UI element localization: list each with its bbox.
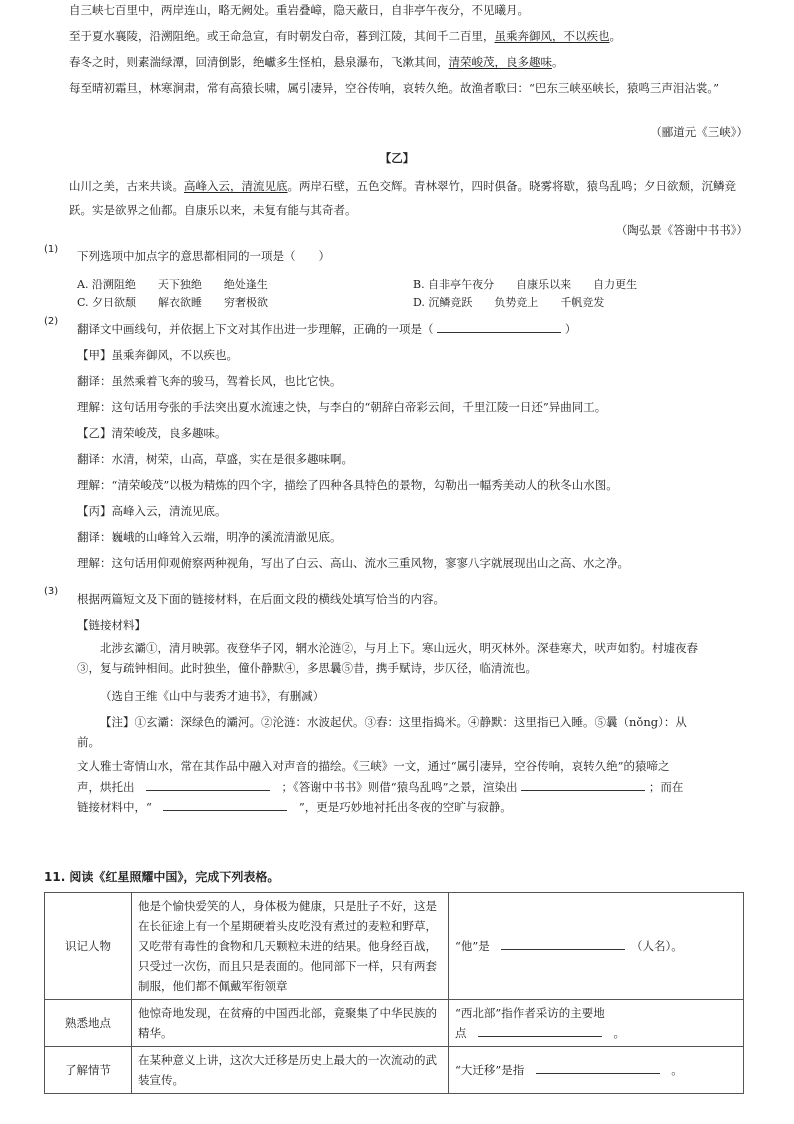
q2-line-3: 理解：这句话用夸张的手法突出夏水流速之快，与李白的“朝辞白帝彩云间，千里江陵一日还”异曲同工。 (77, 400, 607, 414)
q2-line-9: 理解：这句话用仰观俯察两种视角，写出了白云、高山、流水三重风物，寥寥八字就展现出山之高、水之净。 (77, 556, 629, 570)
plot-blank[interactable] (536, 1061, 660, 1074)
link-material-title: 【链接材料】 (77, 618, 146, 632)
row-question-plot: “大迁移”是指 。 (449, 1047, 744, 1094)
note-marker-3: ③ (77, 661, 89, 675)
table-row (45, 1047, 744, 1094)
row-question-person: “他”是 （人名）。 (449, 893, 744, 1000)
underlined-sentence-jia-2: 清荣峻茂，良多趣味 (448, 55, 552, 69)
q2-line-7: 【丙】高峰入云，清流见底。 (77, 504, 227, 518)
yi-paragraph: 山川之美，古来共谈。高峰入云，清流见底。两岸石壁，五色交辉。青林翠竹，四时俱备。晓雾将歇，猿鸟乱鸣；夕日欲颓，沉鳞竞跃。实是欲界之仙都。自康乐以来，未复有能与其奇者。 (69, 179, 736, 217)
q3-blank-1[interactable] (146, 778, 270, 791)
q1-option-b[interactable]: B. 自非亭午夜分 自康乐以来 自力更生 (413, 278, 638, 291)
underlined-sentence-yi: 高峰入云，清流见底 (184, 179, 288, 193)
q1-option-c[interactable]: C. 夕日欲颓 解衣欲睡 穷奢极欲 (77, 296, 269, 309)
q2-answer-blank[interactable] (437, 320, 561, 333)
q11-title: 11. 阅读《红星照耀中国》，完成下列表格。 (44, 870, 280, 884)
q3-stem: 根据两篇短文及下面的链接材料，在后面文段的横线处填写恰当的内容。 (77, 592, 445, 606)
q11-table (44, 892, 744, 1094)
row-head-place: 熟悉地点 (45, 1000, 132, 1047)
link-material-notes-cont: 前。 (77, 735, 100, 749)
note-marker-5: ⑤ (341, 661, 353, 675)
q3-number: (3) (44, 586, 59, 597)
row-text-person: 他是个愉快爱笑的人，身体极为健康，只是肚子不好，这是在长征途上有一个星期硬着头皮吃没有煮过的麦粒和野草，又吃带有毒性的食物和几天颗粒未进的结果。他身经百战，只受过一次伤，而且只是表面的。他同部下一样，只有两套制服，他们都不佩戴军衔领章 (132, 893, 449, 1000)
person-name-blank[interactable] (501, 937, 625, 950)
row-question-place: “西北部”指作者采访的主要地 点 。 (449, 1000, 744, 1047)
q2-line-2: 翻译：虽然乘着飞奔的骏马，驾着长风，也比它快。 (77, 374, 342, 388)
q2-line-1: 【甲】虽乘奔御风，不以疾也。 (77, 348, 238, 362)
q2-line-6: 理解：“清荣峻茂”以极为精炼的四个字，描绘了四种各具特色的景物，勾勒出一幅秀美动人的秋冬山水图。 (77, 478, 618, 492)
q1-option-d[interactable]: D. 沉鳞竞跃 负势竞上 千帆竞发 (413, 296, 605, 309)
jia-paragraph-2: 至于夏水襄陵，沿溯阻绝。或王命急宣，有时朝发白帝，暮到江陵，其间千二百里，虽乘奔御风，不以疾也。 (69, 29, 621, 43)
jia-paragraph-1: 自三峡七百里中，两岸连山，略无阙处。重岩叠嶂，隐天蔽日，自非亭午夜分，不见曦月。 (69, 3, 529, 17)
yi-heading: 【乙】 (379, 151, 415, 165)
link-material-line-2: ③，复与疏钟相间。此时独坐，僮仆静默④，多思曩⑤昔，携手赋诗，步仄径，临清流也。 (77, 661, 537, 675)
q3-fill-line-2: 声，烘托出 ；《答谢中书书》则借“猿鸟乱鸣”之景，渲染出 ；而在 (77, 780, 684, 794)
place-blank[interactable] (478, 1024, 602, 1037)
link-material-notes: 【注】①玄灞：深绿色的灞河。②沦涟：水波起伏。③舂：这里指捣米。④静默：这里指已入睡。⑤曩（nǒng）：从 (100, 715, 687, 729)
row-text-plot: 在某种意义上讲，这次大迁移是历史上最大的一次流动的武装宣传。 (132, 1047, 449, 1094)
link-material-source: （选自王维《山中与裴秀才迪书》，有删减） (100, 689, 325, 703)
q3-blank-3[interactable] (163, 798, 287, 811)
q1-stem: 下列选项中加点字的意思都相同的一项是（ ） (77, 249, 330, 263)
note-marker-4: ④ (284, 661, 296, 675)
q2-number: (2) (44, 316, 59, 327)
yi-source: （陶弘景《答谢中书书》） (615, 223, 748, 237)
table-row (45, 893, 744, 1000)
row-text-place: 他惊奇地发现，在贫瘠的中国西北部，竟聚集了中华民族的精华。 (132, 1000, 449, 1047)
jia-paragraph-4: 每至晴初霜旦，林寒涧肃，常有高猿长啸，属引凄异，空谷传响，哀转久绝。故渔者歌曰：“巴东三峡巫峡长，猿鸣三声泪沾裳。” (69, 81, 720, 95)
link-material-line-1: 北涉玄灞①，清月映郭。夜登华子冈，辋水沦涟②，与月上下。寒山远火，明灭林外。深巷寒犬，吠声如豹。村墟夜舂 (100, 641, 698, 655)
jia-paragraph-3: 春冬之时，则素湍绿潭，回清倒影，绝巘多生怪柏，悬泉瀑布，飞漱其间，清荣峻茂，良多趣味。 (69, 55, 564, 69)
q2-line-5: 翻译：水清，树荣，山高，草盛，实在是很多趣味啊。 (77, 452, 353, 466)
q3-fill-line-3: 链接材料中，“ ”，更是巧妙地衬托出冬夜的空旷与寂静。 (77, 800, 512, 814)
note-marker-1: ① (146, 641, 158, 655)
q3-fill-line-1: 文人雅士寄情山水，常在其作品中融入对声音的描绘。《三峡》一文，通过“属引凄异，空谷传响，哀转久绝”的猿啼之 (77, 759, 670, 773)
row-head-person: 识记人物 (45, 893, 132, 1000)
row-head-plot: 了解情节 (45, 1047, 132, 1094)
table-row (45, 1000, 744, 1047)
jia-source: （郦道元《三峡》） (650, 125, 748, 139)
underlined-sentence-jia: 虽乘奔御风，不以疾也 (494, 29, 610, 43)
q3-blank-2[interactable] (521, 778, 645, 791)
q1-number: (1) (44, 244, 59, 255)
q2-line-4: 【乙】清荣峻茂，良多趣味。 (77, 426, 227, 440)
note-marker-2: ② (341, 641, 353, 655)
q1-option-a[interactable]: A. 沿溯阻绝 天下独绝 绝处逢生 (77, 278, 268, 291)
q2-stem: 翻译文中画线句，并依据上下文对其作出进一步理解，正确的一项是（ ） (77, 322, 577, 336)
q2-line-8: 翻译：巍峨的山峰耸入云端，明净的溪流清澈见底。 (77, 530, 342, 544)
